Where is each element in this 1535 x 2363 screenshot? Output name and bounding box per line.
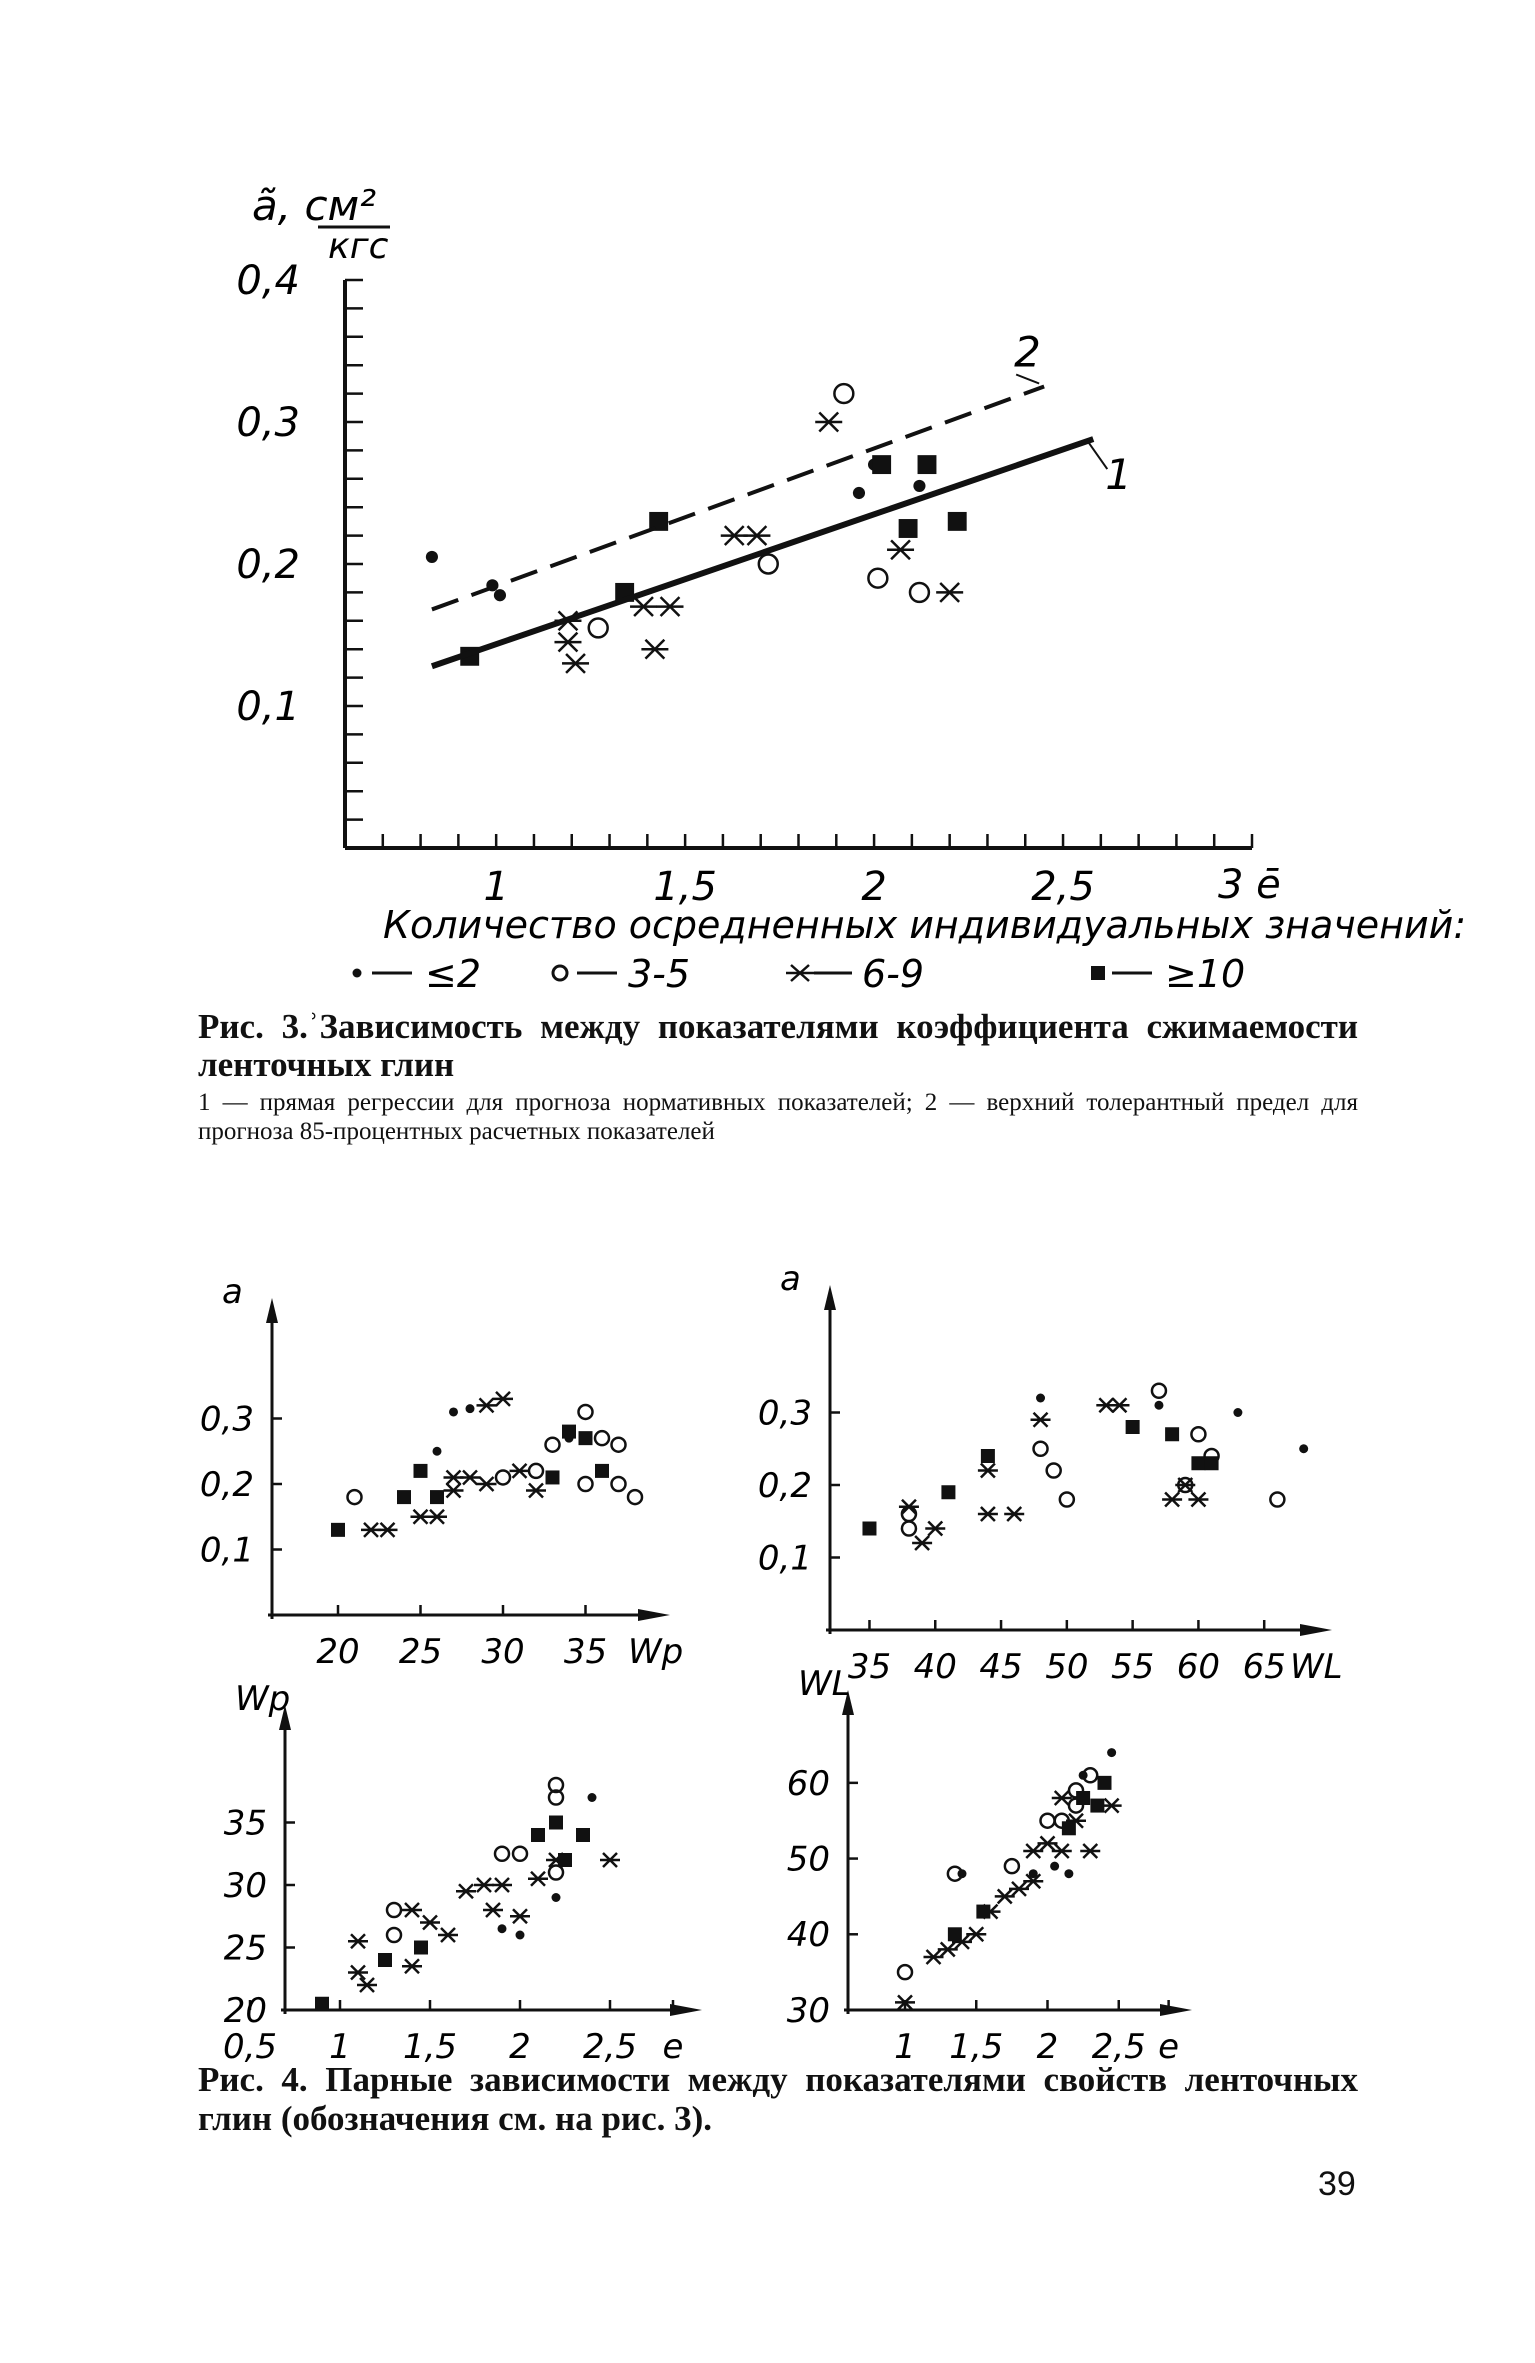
point-square [315,1997,329,2011]
y-tick-label: 25 [223,1928,267,1969]
point-square [1191,1456,1205,1470]
point-square [562,1425,576,1439]
point-square [872,455,891,474]
y-axis-label: a [780,1259,801,1299]
point-square [981,1449,995,1463]
point-square [595,1464,609,1478]
point-star [438,1928,458,1942]
point-star [1102,1799,1122,1813]
x-tick-label: 2,5 [582,2027,638,2067]
point-star [1023,1844,1043,1858]
point-square [1090,1799,1104,1813]
y-tick-label: 0,3 [757,1393,812,1434]
point-square [899,519,918,538]
point-star [1009,1882,1029,1896]
y-axis-label: Wp [235,1679,291,1719]
fig3-y-label-bottom: кгс [328,226,389,267]
point-square [1165,1427,1179,1441]
x-axis-arrow [638,1609,670,1621]
point-circle [834,384,853,403]
point-square [549,1816,563,1830]
y-tick-label: 0,1 [757,1538,812,1579]
point-dot [853,487,865,499]
x-tick-label: 20 [316,1632,360,1672]
y-tick-label: 0,3 [199,1399,254,1440]
point-circle [546,1438,560,1452]
y-tick-label: 0,1 [199,1530,254,1571]
point-star [1031,1413,1051,1427]
y-tick-label: 50 [786,1839,830,1880]
point-star [444,1484,464,1498]
point-circle [910,583,929,602]
point-square [414,1464,428,1478]
fig3-y-label-top: ã, см² [252,181,377,230]
y-tick-label: 0,2 [236,542,300,588]
x-tick-label: 55 [1110,1647,1155,1687]
point-star [743,526,770,545]
point-star [477,1477,497,1491]
x-tick-label: 1,5 [402,2027,458,2067]
point-circle [529,1464,543,1478]
legend-circle-label: 3-5 [628,952,691,996]
point-dot [466,1404,475,1413]
fig3-x-label-end: 3 ē [1218,862,1281,908]
regression-line-1 [432,439,1093,666]
legend-star-marker [786,965,814,981]
x-tick-label: 2,5 [1031,864,1095,910]
point-star [420,1916,440,1930]
point-dot [1064,1869,1073,1878]
y-tick-label: 0,2 [757,1465,812,1506]
point-square [1076,1791,1090,1805]
point-circle [496,1470,510,1484]
point-square [1126,1420,1140,1434]
legend-square-marker [1091,966,1105,980]
point-square [414,1941,428,1955]
x-tick-label: 1 [483,864,509,910]
chart-3 [758,1259,1343,1687]
x-tick-label: 25 [398,1632,443,1672]
y-tick-label: 40 [786,1915,830,1956]
page-number: 39 [1318,2165,1356,2203]
point-square [531,1828,545,1842]
point-circle [1034,1442,1048,1456]
point-circle [589,618,608,637]
y-tick-label: 0,4 [236,258,300,304]
legend-dot-marker [353,969,362,978]
point-circle [759,555,778,574]
chart-4 [223,1679,702,2067]
point-star [1052,1844,1072,1858]
point-star [357,1978,377,1992]
x-axis-arrow [1160,2004,1192,2016]
point-dot [516,1931,525,1940]
point-square [430,1490,444,1504]
point-circle [495,1847,509,1861]
point-star [460,1470,480,1484]
point-star [1038,1836,1058,1850]
point-square [948,512,967,531]
point-dot [449,1407,458,1416]
legend-star-label: 6-9 [862,952,925,996]
point-circle [549,1866,563,1880]
point-dot [588,1793,597,1802]
y-tick-label: 0,2 [199,1464,254,1505]
point-star [978,1507,998,1521]
point-square [558,1853,572,1867]
y-tick-label: 0,3 [236,400,300,446]
x-axis-arrow [670,2004,702,2016]
x-tick-label: 0,5 [222,2027,278,2067]
point-dot [1233,1408,1242,1417]
point-star [492,1878,512,1892]
point-star [402,1959,422,1973]
point-square [862,1522,876,1536]
y-tick-label: 35 [223,1803,267,1844]
point-circle [1005,1859,1019,1873]
legend-circle-marker [553,966,567,980]
point-star [936,583,963,602]
point-circle [1191,1427,1205,1441]
point-star [600,1853,620,1867]
point-star [912,1536,932,1550]
chart-2 [200,1272,683,1672]
point-dot [433,1447,442,1456]
point-dot [494,589,506,601]
point-star [477,1398,497,1412]
point-circle [628,1490,642,1504]
chart-1 [236,258,1252,910]
point-circle [1047,1464,1061,1478]
point-star [1162,1493,1182,1507]
x-tick-label: e [1158,2027,1180,2067]
y-tick-label: 20 [223,1990,267,2031]
point-star [1004,1507,1024,1521]
point-circle [348,1490,362,1504]
point-circle [1270,1493,1284,1507]
point-circle [579,1405,593,1419]
point-star [554,633,581,652]
point-square [579,1431,593,1445]
y-tick-label: 0,1 [236,684,300,730]
x-axis-arrow [1300,1624,1332,1636]
x-tick-label: 2 [509,2027,531,2067]
fig4-caption: Рис. 4. Парные зависимости между показателями свойств ленточных глин (обозначения см. на рис. 3). [198,2060,1358,2138]
point-square [378,1953,392,1967]
point-star [427,1510,447,1524]
point-star [925,1522,945,1536]
x-tick-label: 45 [979,1647,1023,1687]
point-circle [387,1903,401,1917]
point-star [1188,1493,1208,1507]
fig3-legend-title: Количество осредненных индивидуальных значений: [383,903,1467,947]
x-tick-label: 35 [847,1647,892,1687]
x-tick-label: 1,5 [949,2027,1004,2067]
tolerance-line-2 [432,387,1044,610]
y-tick-label: 30 [223,1865,267,1906]
point-circle [579,1477,593,1491]
x-tick-label: 1 [329,2027,351,2067]
line-label: 1 [1105,450,1133,500]
point-star [456,1884,476,1898]
point-square [1098,1776,1112,1790]
point-circle [1041,1814,1055,1828]
point-dot [498,1924,507,1933]
x-tick-label: 2 [861,864,887,910]
point-star [348,1966,368,1980]
point-star [938,1942,958,1956]
x-axis-label: WL [1290,1647,1343,1687]
point-square [397,1490,411,1504]
point-dot [1107,1748,1116,1757]
point-star [1080,1844,1100,1858]
y-axis-label: WL [798,1664,851,1704]
x-tick-label: 1,5 [653,864,717,910]
point-dot [1050,1862,1059,1871]
point-circle [868,569,887,588]
point-star [378,1523,398,1537]
point-circle [1152,1384,1166,1398]
point-circle [898,1965,912,1979]
x-axis-label: Wp [628,1632,684,1672]
point-star [562,654,589,673]
point-star [924,1950,944,1964]
y-tick-label: 60 [786,1763,830,1804]
legend-dot-label: ≤2 [425,952,482,996]
legend-square-label: ≥10 [1165,952,1246,996]
point-circle [595,1431,609,1445]
point-star [978,1464,998,1478]
point-star [510,1464,530,1478]
point-dot [1036,1394,1045,1403]
point-square [546,1470,560,1484]
x-tick-label: e [662,2027,684,2067]
point-circle [902,1507,916,1521]
charts-layer [200,258,1343,2067]
fig3-caption-text: 1 — прямая регрессии для прогноза нормативных показателей; 2 — верхний толерантный предел для прогноза 85-процентных расчетных показателей [198,1089,1358,1145]
point-square [576,1828,590,1842]
fig3-caption-title: Рис. 3.ʾЗависимость между показателями коэффициента сжимаемости ленточных глин [198,1007,1358,1084]
point-star [528,1872,548,1886]
point-dot [552,1893,561,1902]
point-star [402,1903,422,1917]
point-dot [913,480,925,492]
point-star [474,1878,494,1892]
x-tick-label: 2,5 [1091,2027,1146,2067]
point-circle [902,1522,916,1536]
x-tick-label: 65 [1242,1647,1286,1687]
point-star [493,1392,513,1406]
chart-5 [787,1664,1192,2067]
fig3-legend [353,952,1246,996]
point-circle [1060,1493,1074,1507]
point-circle [387,1928,401,1942]
x-tick-label: 40 [913,1647,957,1687]
point-star [510,1909,530,1923]
point-dot [1154,1401,1163,1410]
fig3-y-label [252,181,390,267]
point-star [966,1927,986,1941]
point-star [887,540,914,559]
point-square [918,455,937,474]
point-star [641,640,668,659]
point-circle [513,1847,527,1861]
point-dot [426,551,438,563]
point-star [657,597,684,616]
y-tick-label: 30 [786,1990,830,2031]
x-tick-label: 35 [563,1632,608,1672]
y-axis-arrow [824,1285,836,1310]
point-star [348,1934,368,1948]
x-tick-label: 60 [1176,1647,1221,1687]
point-square [1062,1821,1076,1835]
point-square [941,1485,955,1499]
y-axis-label: a [222,1272,243,1312]
point-square [976,1905,990,1919]
point-star [995,1889,1015,1903]
point-star [1175,1478,1195,1492]
point-circle [612,1438,626,1452]
point-star [815,413,842,432]
y-axis-arrow [266,1298,278,1323]
x-tick-label: 50 [1045,1647,1089,1687]
point-square [948,1927,962,1941]
line-label: 2 [1014,327,1041,377]
point-star [483,1903,503,1917]
x-tick-label: 1 [894,2027,916,2067]
point-star [526,1484,546,1498]
point-circle [612,1477,626,1491]
point-square [331,1523,345,1537]
x-tick-label: 2 [1036,2027,1059,2067]
x-tick-label: 30 [481,1632,525,1672]
point-square [1205,1456,1219,1470]
point-dot [1299,1444,1308,1453]
